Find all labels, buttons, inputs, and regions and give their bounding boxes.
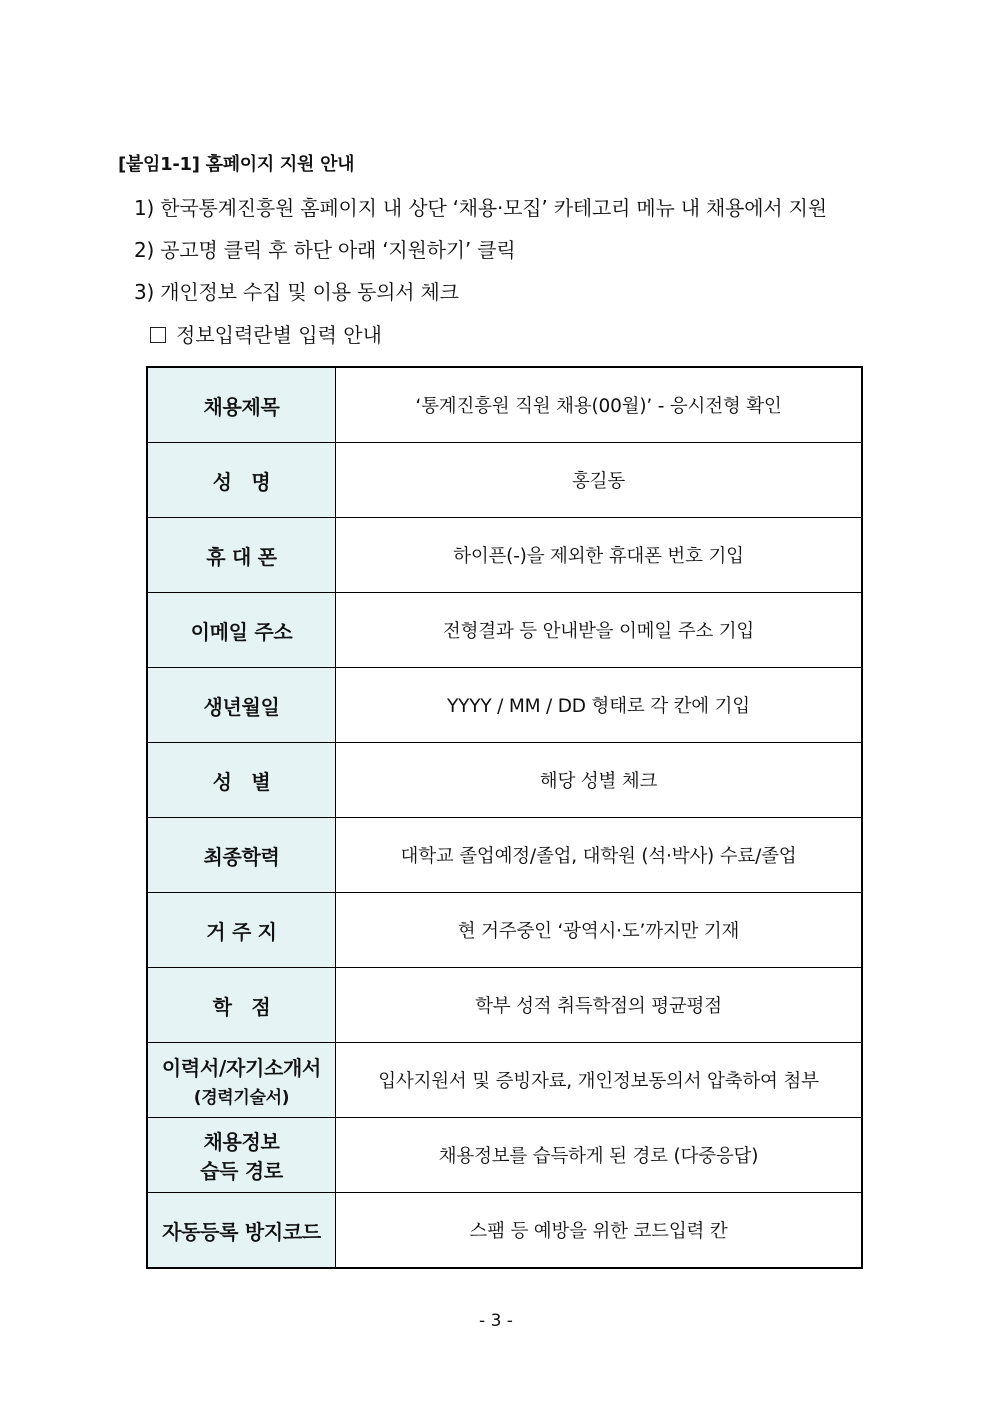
row-label-sub: 습득 경로 xyxy=(200,1159,283,1183)
row-label: 최종학력 xyxy=(147,818,336,893)
table-row xyxy=(147,1193,862,1269)
row-value: 채용정보를 습득하게 된 경로 (다중응답) xyxy=(336,1118,863,1193)
row-label: 성 별 xyxy=(147,743,336,818)
table-row xyxy=(147,818,862,893)
table-row xyxy=(147,1043,862,1118)
row-value: 홍길동 xyxy=(336,443,863,518)
step-1: 1) 한국통계진흥원 홈페이지 내 상단 ‘채용·모집’ 카테고리 메뉴 내 채용에서 지원 xyxy=(134,196,827,220)
table-row xyxy=(147,743,862,818)
row-value: 해당 성별 체크 xyxy=(336,743,863,818)
row-label: 학 점 xyxy=(147,968,336,1043)
row-value: 하이픈(-)을 제외한 휴대폰 번호 기입 xyxy=(336,518,863,593)
table-row xyxy=(147,668,862,743)
row-label xyxy=(147,1118,336,1193)
row-label-main: 이력서/자기소개서 xyxy=(161,1056,322,1080)
row-label: 자동등록 방지코드 xyxy=(147,1193,336,1269)
row-label: 거 주 지 xyxy=(147,893,336,968)
row-label: 채용제목 xyxy=(147,367,336,443)
table-row xyxy=(147,518,862,593)
row-value: 스팸 등 예방을 위한 코드입력 칸 xyxy=(336,1193,863,1269)
subheading-text: 정보입력란별 입력 안내 xyxy=(176,323,382,347)
table-row xyxy=(147,367,862,443)
row-label xyxy=(147,1043,336,1118)
table-row xyxy=(147,968,862,1043)
row-value: 입사지원서 및 증빙자료, 개인정보동의서 압축하여 첨부 xyxy=(336,1043,863,1118)
row-value: 학부 성적 취득학점의 평균평점 xyxy=(336,968,863,1043)
table-row xyxy=(147,1118,862,1193)
table-row xyxy=(147,443,862,518)
row-value: YYYY / MM / DD 형태로 각 칸에 기입 xyxy=(336,668,863,743)
step-3: 3) 개인정보 수집 및 이용 동의서 체크 xyxy=(134,280,459,304)
row-value: 대학교 졸업예정/졸업, 대학원 (석·박사) 수료/졸업 xyxy=(336,818,863,893)
row-label: 성 명 xyxy=(147,443,336,518)
step-2: 2) 공고명 클릭 후 하단 아래 ‘지원하기’ 클릭 xyxy=(134,238,516,262)
page-heading: [붙임1-1] 홈페이지 지원 안내 xyxy=(118,154,355,175)
checkbox-icon xyxy=(150,327,166,343)
section-subheading xyxy=(150,319,382,348)
row-label: 생년월일 xyxy=(147,668,336,743)
row-value: 현 거주중인 ‘광역시·도’까지만 기재 xyxy=(336,893,863,968)
row-value: ‘통계진흥원 직원 채용(00월)’ - 응시전형 확인 xyxy=(336,367,863,443)
input-guide-table xyxy=(146,366,863,1269)
table-row xyxy=(147,893,862,968)
table-row xyxy=(147,593,862,668)
row-label: 휴 대 폰 xyxy=(147,518,336,593)
row-label-sub: (경력기술서) xyxy=(193,1088,290,1108)
row-label-main: 채용정보 xyxy=(203,1130,280,1154)
page-number: - 3 - xyxy=(479,1311,513,1331)
row-label: 이메일 주소 xyxy=(147,593,336,668)
row-value: 전형결과 등 안내받을 이메일 주소 기입 xyxy=(336,593,863,668)
